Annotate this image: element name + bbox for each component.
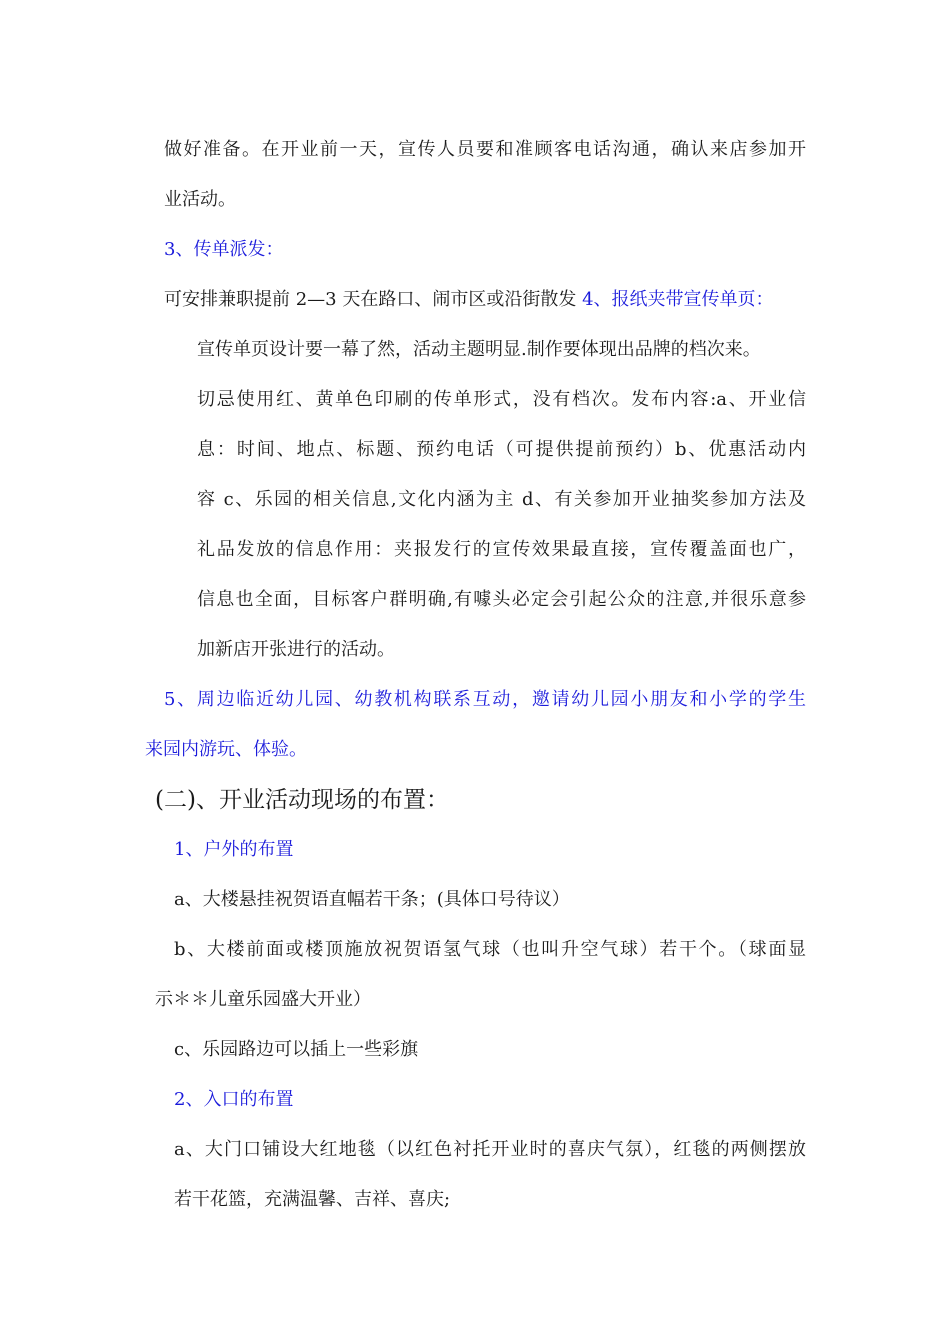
- text: 礼品发放的信息作用：夹报发行的宣传效果最直接，宣传覆盖面也广，: [197, 539, 806, 560]
- subsection-outdoor: 1、户外的布置: [174, 839, 294, 860]
- paragraph-line: 业活动。: [164, 189, 236, 210]
- paragraph-line: 来园内游玩、体验。: [145, 739, 307, 760]
- text: 可安排兼职提前 2—3 天在路口、闹市区或沿街散发: [164, 289, 583, 310]
- list-item: [174, 938, 806, 962]
- paragraph-line: 宣传单页设计要一幕了然，活动主题明显.制作要体现出品牌的档次来。: [197, 339, 761, 360]
- text: 息：时间、地点、标题、预约电话（可提供提前预约）b、优惠活动内: [197, 439, 806, 460]
- list-item: c、乐园路边可以插上一些彩旗: [174, 1039, 419, 1060]
- list-item-continued: 示＊＊儿童乐园盛大开业）: [155, 989, 371, 1010]
- section-heading-leaflet: 3、传单派发：: [164, 239, 284, 260]
- paragraph-line: [197, 588, 806, 612]
- paragraph-line: [197, 388, 806, 412]
- list-item-continued: 若干花篮，充满温馨、吉祥、喜庆;: [174, 1189, 451, 1210]
- paragraph-line: [164, 138, 806, 162]
- text: b、大楼前面或楼顶施放祝贺语氢气球（也叫升空气球）若干个。（球面显: [174, 939, 806, 960]
- subsection-entrance: 2、入口的布置: [174, 1089, 294, 1110]
- paragraph-line: [197, 488, 806, 512]
- text: a、大门口铺设大红地毯（以红色衬托开业时的喜庆气氛），红毯的两侧摆放: [174, 1139, 806, 1160]
- text: 信息也全面，目标客户群明确,有噱头必定会引起公众的注意,并很乐意参: [197, 589, 806, 610]
- list-item: a、大楼悬挂祝贺语直幅若干条；(具体口号待议）: [174, 889, 570, 910]
- section-heading-newspaper: 4、报纸夹带宣传单页：: [582, 289, 774, 310]
- section-title: (二)、开业活动现场的布置：: [155, 787, 449, 813]
- section-heading-kindergarten: [164, 688, 806, 712]
- text: 5、周边临近幼儿园、幼教机构联系互动，邀请幼儿园小朋友和小学的学生: [164, 689, 806, 710]
- list-item: [174, 1138, 806, 1162]
- paragraph-line: 加新店开张进行的活动。: [197, 639, 395, 660]
- text: 做好准备。在开业前一天，宣传人员要和准顾客电话沟通，确认来店参加开: [164, 139, 806, 160]
- paragraph-line: [197, 438, 806, 462]
- paragraph-line: [164, 288, 774, 312]
- text: 切忌使用红、黄单色印刷的传单形式，没有档次。发布内容:a、开业信: [197, 389, 806, 410]
- text: 容 c、乐园的相关信息,文化内涵为主 d、有关参加开业抽奖参加方法及: [197, 489, 806, 510]
- paragraph-line: [197, 538, 806, 562]
